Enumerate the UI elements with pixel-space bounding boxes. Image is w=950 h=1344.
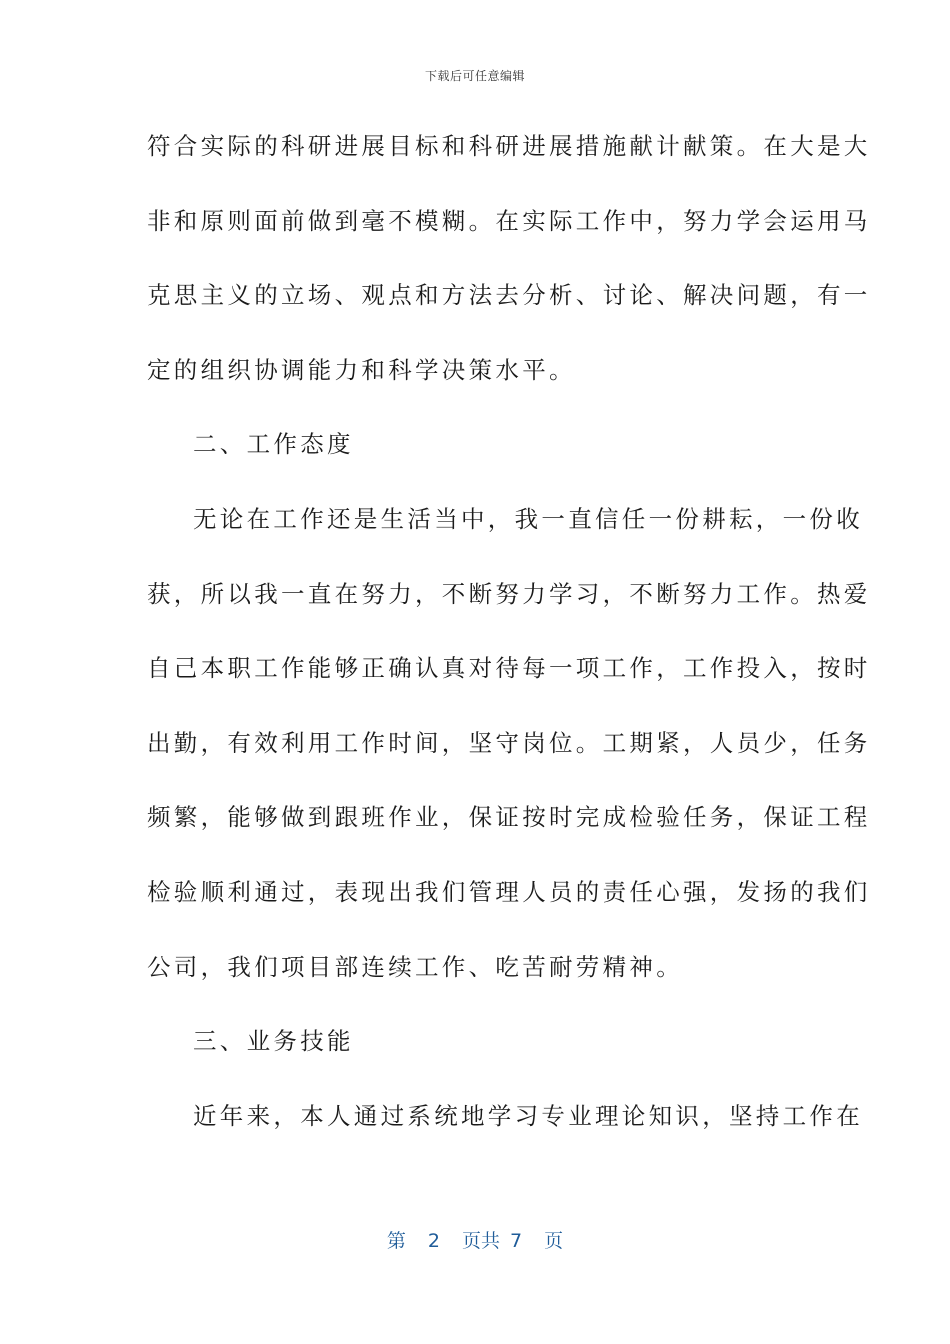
text-line: 定的组织协调能力和科学决策水平。 — [147, 355, 576, 384]
text-line: 检验顺利通过，表现出我们管理人员的责任心强，发扬的我们 — [147, 877, 871, 906]
section-heading: 二、工作态度 — [193, 430, 354, 459]
page-total: 7 — [510, 1230, 523, 1252]
page-prefix: 第 — [386, 1230, 406, 1252]
page-footer — [0, 1226, 950, 1253]
text-line: 公司，我们项目部连续工作、吃苦耐劳精神。 — [147, 952, 683, 981]
text-line: 自己本职工作能够正确认真对待每一项工作，工作投入，按时 — [147, 654, 871, 683]
page-number: 2 — [427, 1230, 440, 1252]
text-line: 近年来，本人通过系统地学习专业理论知识，坚持工作在 — [193, 1101, 863, 1130]
page-mid: 页共 — [461, 1230, 500, 1252]
text-line: 频繁，能够做到跟班作业，保证按时完成检验任务，保证工程 — [147, 803, 871, 832]
text-line: 非和原则面前做到毫不模糊。在实际工作中，努力学会运用马 — [147, 206, 871, 235]
text-line: 出勤，有效利用工作时间，坚守岗位。工期紧，人员少，任务 — [147, 728, 871, 757]
document-body — [147, 128, 871, 1172]
text-line: 克思主义的立场、观点和方法去分析、讨论、解决问题，有一 — [147, 281, 871, 310]
text-line: 无论在工作还是生活当中，我一直信任一份耕耘，一份收 — [193, 504, 863, 533]
text-line: 获，所以我一直在努力，不断努力学习，不断努力工作。热爱 — [147, 579, 871, 608]
page-suffix: 页 — [544, 1230, 564, 1252]
header-note: 下载后可任意编辑 — [424, 69, 525, 83]
section-heading: 三、业务技能 — [193, 1027, 354, 1056]
text-line: 符合实际的科研进展目标和科研进展措施献计献策。在大是大 — [147, 132, 871, 160]
